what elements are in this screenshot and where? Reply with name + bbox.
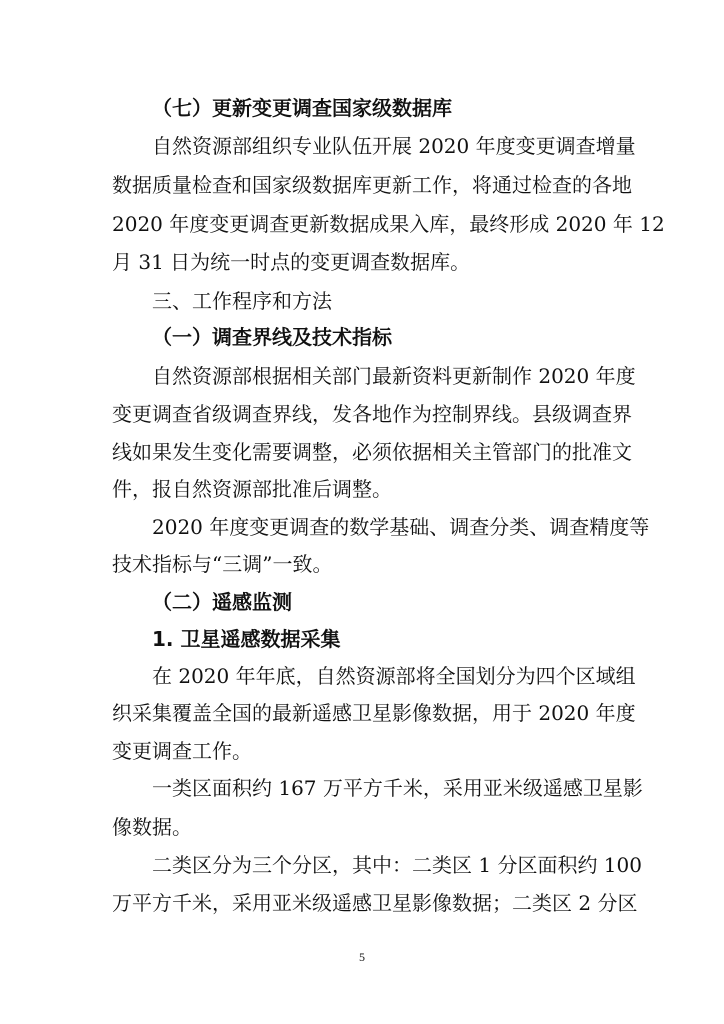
paragraph-line: 数据质量检查和国家级数据库更新工作，将通过检查的各地 [112, 173, 632, 197]
paragraph-line: 技术指标与“三调”一致。 [112, 552, 333, 576]
paragraph-line: 一类区面积约 167 万平方千米，采用亚米级遥感卫星影 [152, 776, 643, 800]
paragraph-line: 自然资源部根据相关部门最新资料更新制作 2020 年度 [152, 364, 636, 388]
paragraph-line: 自然资源部组织专业队伍开展 2020 年度变更调查增量 [152, 134, 636, 158]
paragraph-line: 二类区分为三个分区，其中：二类区 1 分区面积约 100 [152, 853, 642, 877]
paragraph-line: 在 2020 年年底，自然资源部将全国划分为四个区域组 [152, 664, 636, 688]
paragraph-line: 像数据。 [112, 815, 192, 839]
subheading-2-1: 1. 卫星遥感数据采集 [152, 627, 341, 651]
paragraph-line: 2020 年度变更调查的数学基础、调查分类、调查精度等 [152, 515, 650, 539]
paragraph-line: 变更调查省级调查界线，发各地作为控制界线。县级调查界 [112, 402, 632, 426]
paragraph-line: 变更调查工作。 [112, 739, 252, 763]
paragraph-line: 织采集覆盖全国的最新遥感卫星影像数据，用于 2020 年度 [112, 701, 636, 725]
heading-7: （七）更新变更调查国家级数据库 [152, 96, 452, 120]
paragraph-line: 月 31 日为统一时点的变更调查数据库。 [112, 250, 471, 274]
paragraph-line: 线如果发生变化需要调整，必须依据相关主管部门的批准文 [112, 440, 632, 464]
paragraph-line: 2020 年度变更调查更新数据成果入库，最终形成 2020 年 12 [112, 212, 665, 236]
paragraph-line: 件，报自然资源部批准后调整。 [112, 477, 392, 501]
section-3-heading: 三、工作程序和方法 [152, 289, 332, 313]
heading-2: （二）遥感监测 [152, 590, 292, 614]
paragraph-line: 万平方千米，采用亚米级遥感卫星影像数据；二类区 2 分区 [112, 891, 638, 915]
heading-1: （一）调查界线及技术指标 [152, 325, 392, 349]
page-number: 5 [359, 950, 365, 964]
